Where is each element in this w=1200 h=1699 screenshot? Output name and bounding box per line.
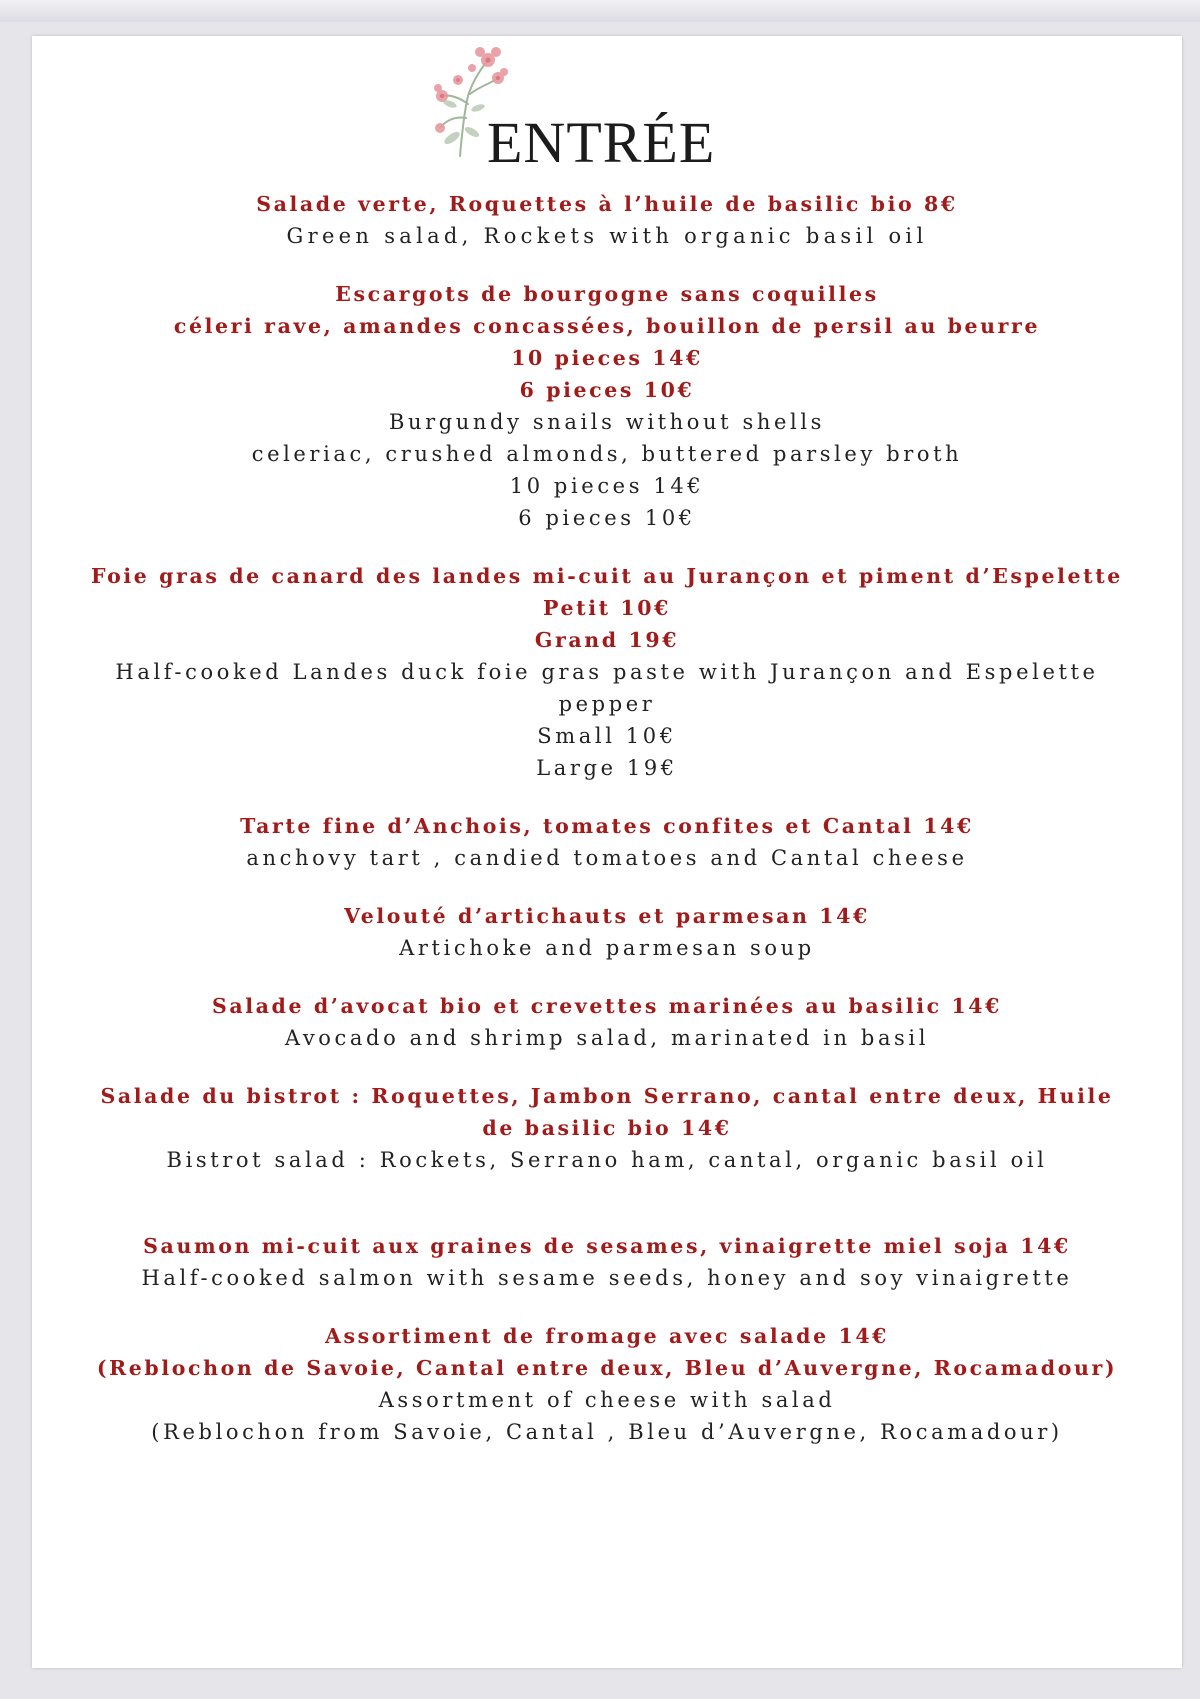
item-english-line: Burgundy snails without shells xyxy=(388,410,826,434)
menu-item-foie-gras xyxy=(32,560,1182,784)
item-french-price: 10 pieces 14€ xyxy=(511,346,703,370)
item-french-line: Salade d’avocat bio et crevettes marinées au basilic 14€ xyxy=(212,994,1002,1018)
item-english-price: Small 10€ xyxy=(537,724,677,748)
item-english-price: Large 19€ xyxy=(536,756,678,780)
item-french-price: 6 pieces 10€ xyxy=(519,378,695,402)
item-french-line: céleri rave, amandes concassées, bouillon de persil au beurre xyxy=(173,314,1041,338)
menu-item-fromage xyxy=(32,1320,1182,1448)
page-title: ENTRÉE xyxy=(487,110,716,175)
menu-header xyxy=(32,36,1182,186)
top-edge-strip xyxy=(0,0,1200,22)
item-english-line: Assortment of cheese with salad xyxy=(378,1388,836,1412)
menu-item-tarte-anchois xyxy=(32,810,1182,874)
item-french-line: Escargots de bourgogne sans coquilles xyxy=(335,282,879,306)
item-french-line: Assortiment de fromage avec salade 14€ xyxy=(324,1324,890,1348)
item-english-line: Half-cooked Landes duck foie gras paste with Jurançon and Espelette xyxy=(115,660,1099,684)
item-french-line: Velouté d’artichauts et parmesan 14€ xyxy=(344,904,870,928)
item-french-line: Tarte fine d’Anchois, tomates confites et Cantal 14€ xyxy=(240,814,974,838)
item-english-line: Avocado and shrimp salad, marinated in basil xyxy=(284,1026,930,1050)
menu-page xyxy=(32,36,1182,1668)
item-english-line: Artichoke and parmesan soup xyxy=(399,936,815,960)
item-english-line: (Reblochon from Savoie, Cantal , Bleu d’Auvergne, Rocamadour) xyxy=(151,1420,1063,1444)
menu-item-escargots xyxy=(32,278,1182,534)
item-french-line: Salade verte, Roquettes à l’huile de basilic bio 8€ xyxy=(256,192,958,216)
item-english-line: pepper xyxy=(558,692,656,716)
item-french-price: Petit 10€ xyxy=(543,596,671,620)
item-french-line: Salade du bistrot : Roquettes, Jambon Serrano, cantal entre deux, Huile xyxy=(100,1084,1114,1108)
item-english-line: Bistrot salad : Rockets, Serrano ham, cantal, organic basil oil xyxy=(166,1148,1048,1172)
item-english-price: 10 pieces 14€ xyxy=(509,474,705,498)
menu-item-veloute xyxy=(32,900,1182,964)
menu-item-salade-bistrot xyxy=(32,1080,1182,1176)
menu-item-salade-avocat xyxy=(32,990,1182,1054)
item-english-line: Green salad, Rockets with organic basil oil xyxy=(286,224,928,248)
item-english-line: Half-cooked salmon with sesame seeds, honey and soy vinaigrette xyxy=(141,1266,1073,1290)
item-french-line: Foie gras de canard des landes mi-cuit au Jurançon et piment d’Espelette xyxy=(91,564,1123,588)
menu-list xyxy=(32,188,1182,1448)
item-french-line: (Reblochon de Savoie, Cantal entre deux, Bleu d’Auvergne, Rocamadour) xyxy=(96,1356,1118,1380)
item-french-price: Grand 19€ xyxy=(534,628,680,652)
menu-item-salade-verte xyxy=(32,188,1182,252)
item-french-line: de basilic bio 14€ xyxy=(482,1116,732,1140)
item-english-line: celeriac, crushed almonds, buttered parsley broth xyxy=(251,442,963,466)
item-french-line: Saumon mi-cuit aux graines de sesames, vinaigrette miel soja 14€ xyxy=(143,1234,1071,1258)
item-english-line: anchovy tart , candied tomatoes and Cantal cheese xyxy=(246,846,968,870)
item-english-price: 6 pieces 10€ xyxy=(518,506,696,530)
menu-item-saumon xyxy=(32,1230,1182,1294)
